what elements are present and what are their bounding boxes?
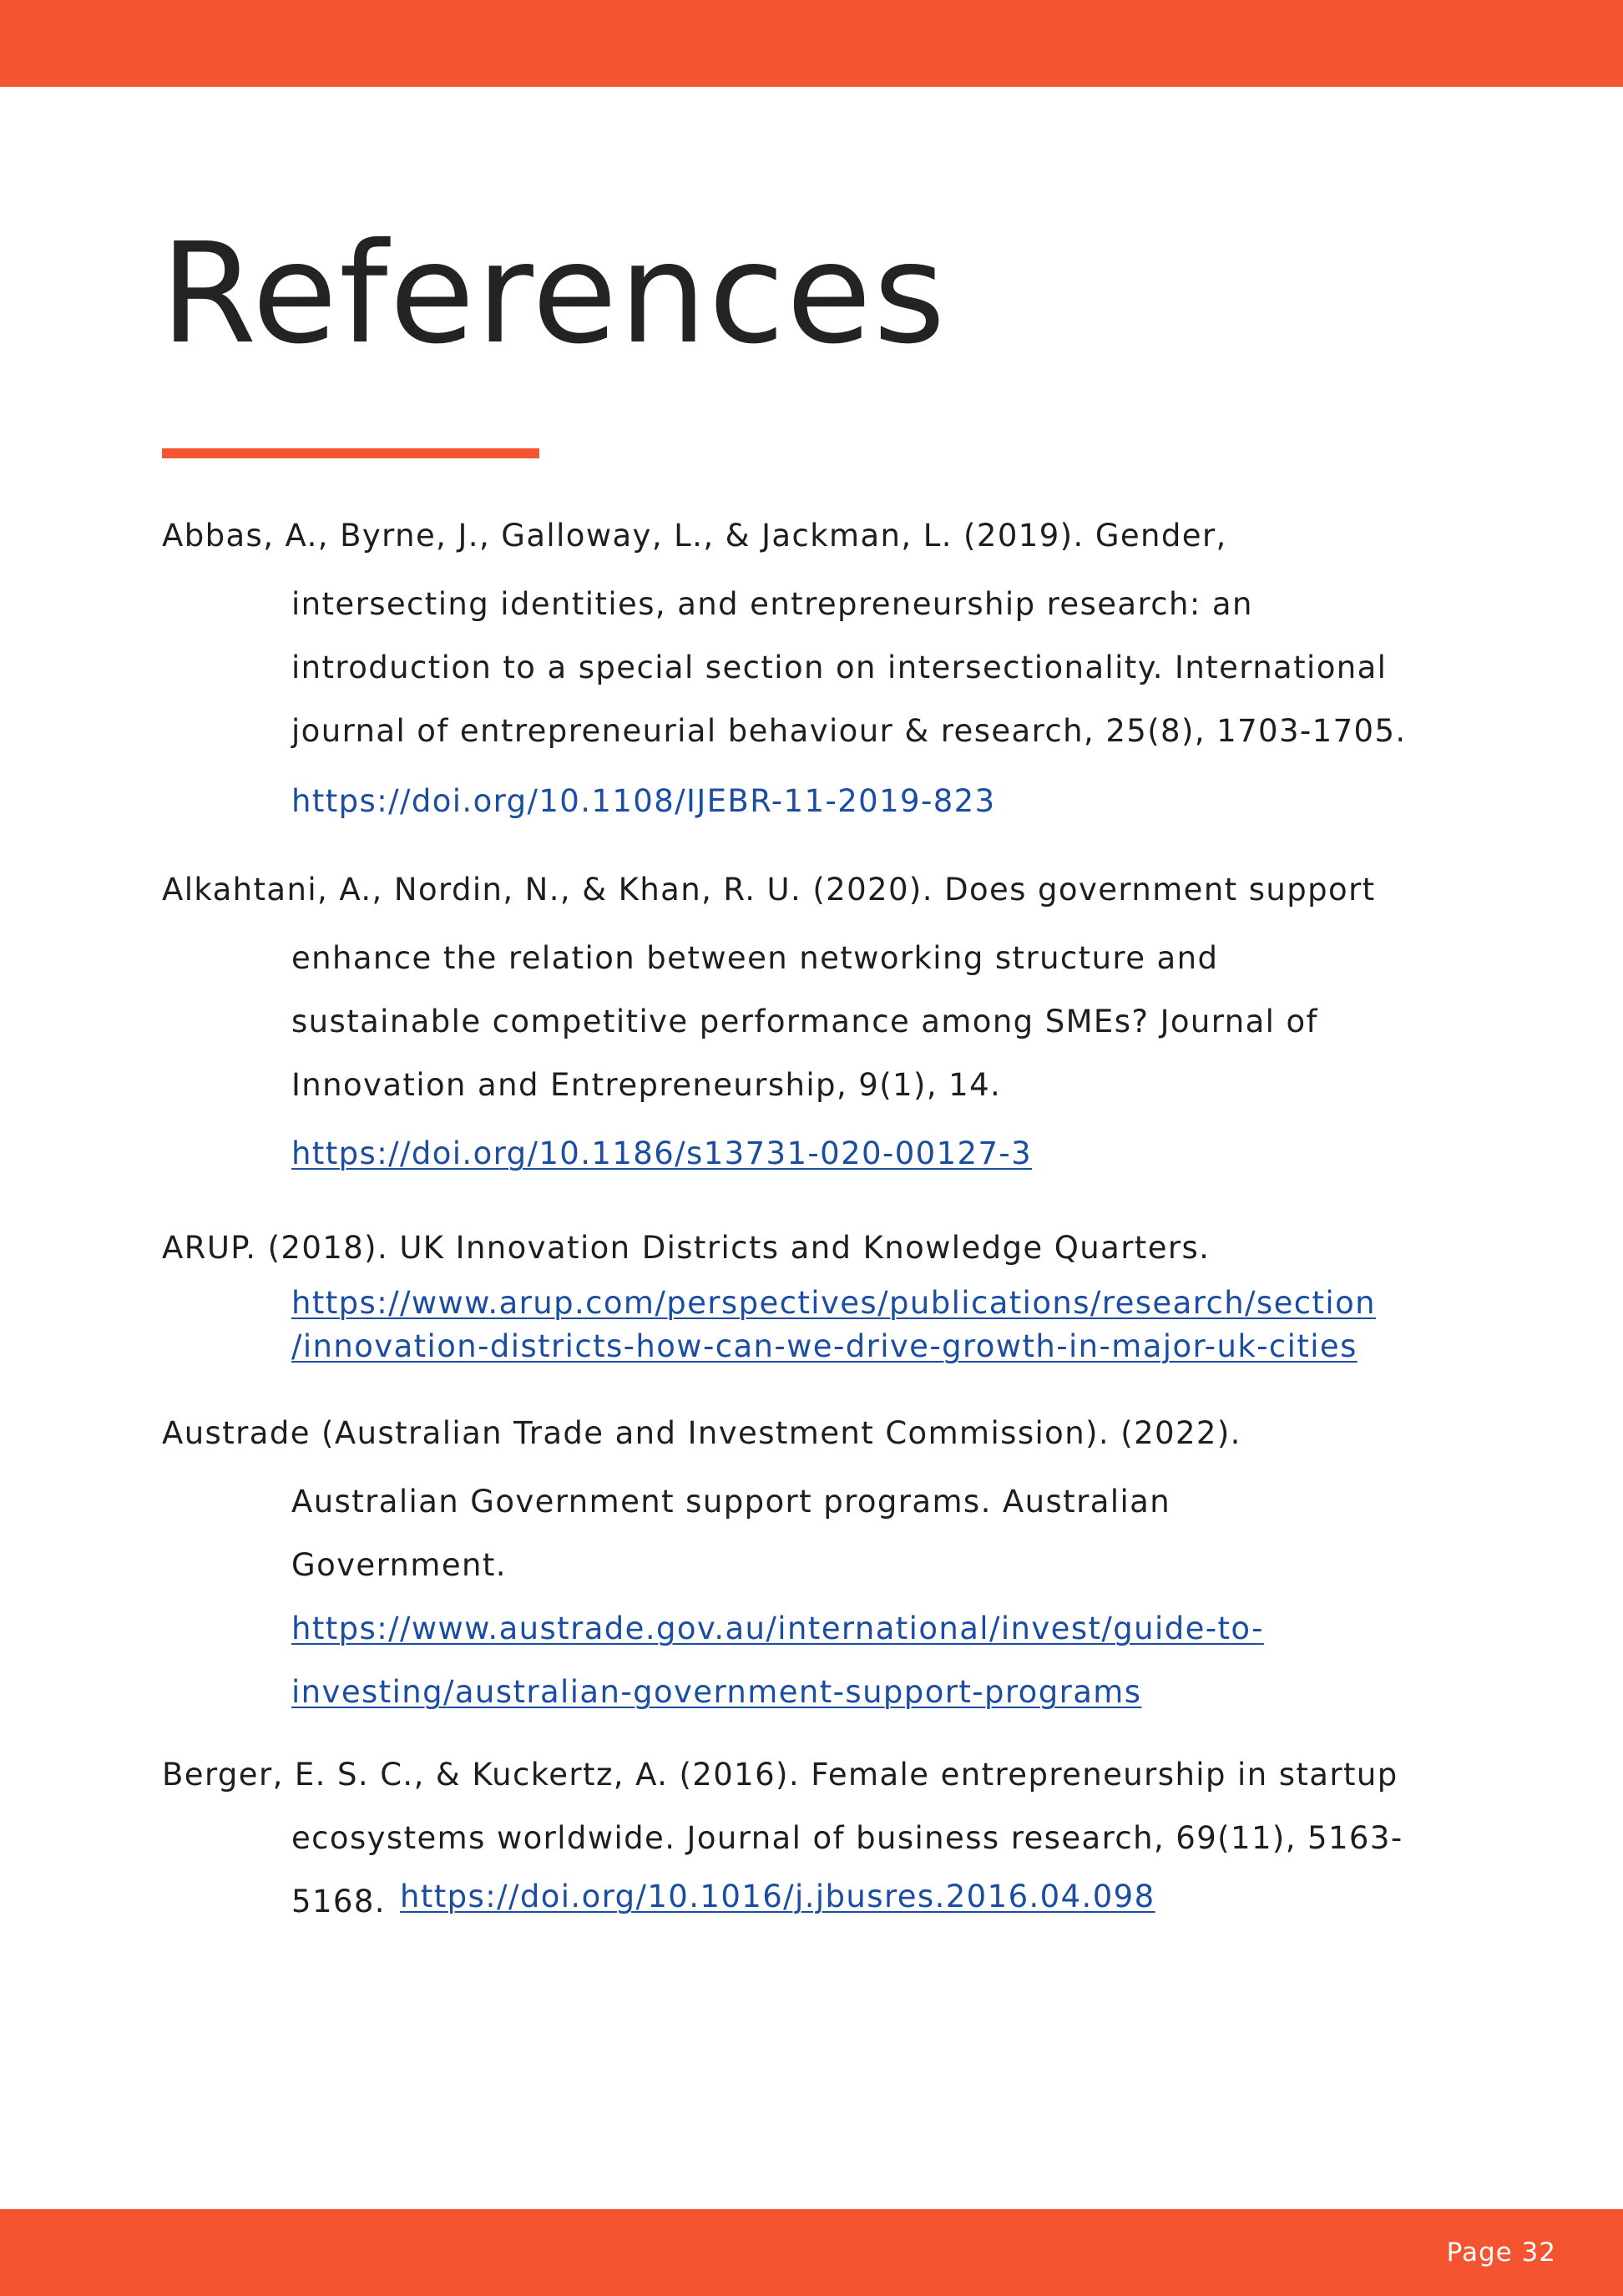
reference-text-line: 5168. bbox=[291, 1884, 386, 1919]
reference-text-line: ARUP. (2018). UK Innovation Districts and Knowledge Quarters. bbox=[162, 1230, 1211, 1266]
reference-text-line: introduction to a special section on intersectionality. International bbox=[291, 650, 1388, 685]
header-band bbox=[0, 0, 1623, 87]
reference-text-line: Innovation and Entrepreneurship, 9(1), 14. bbox=[291, 1067, 1002, 1103]
reference-text-line: ecosystems worldwide. Journal of business research, 69(11), 5163- bbox=[291, 1820, 1403, 1856]
reference-url-link[interactable]: /innovation-districts-how-can-we-drive-growth-in-major-uk-cities bbox=[291, 1328, 1358, 1364]
reference-text-line: Berger, E. S. C., & Kuckertz, A. (2016). Female entrepreneurship in startup bbox=[162, 1757, 1398, 1793]
reference-text-line: Austrade (Australian Trade and Investment Commission). (2022). bbox=[162, 1415, 1241, 1451]
title-underline bbox=[162, 448, 539, 458]
reference-text-line: sustainable competitive performance among SMEs? Journal of bbox=[291, 1004, 1318, 1039]
reference-text-line: Australian Government support programs. Australian bbox=[291, 1484, 1171, 1520]
reference-text-line: Alkahtani, A., Nordin, N., & Khan, R. U. (2020). Does government support bbox=[162, 872, 1376, 908]
reference-text-line: intersecting identities, and entrepreneurship research: an bbox=[291, 586, 1253, 622]
page-number: Page 32 bbox=[1446, 2238, 1556, 2268]
reference-doi-link[interactable]: https://doi.org/10.1016/j.jbusres.2016.04.098 bbox=[400, 1879, 1155, 1914]
reference-doi-link[interactable]: https://doi.org/10.1108/IJEBR-11-2019-823 bbox=[291, 783, 996, 819]
reference-text-line: Government. bbox=[291, 1547, 507, 1583]
reference-text-line: enhance the relation between networking structure and bbox=[291, 940, 1219, 976]
page-title: References bbox=[160, 214, 948, 375]
reference-url-link[interactable]: investing/australian-government-support-programs bbox=[291, 1674, 1142, 1710]
reference-doi-link[interactable]: https://doi.org/10.1186/s13731-020-00127-3 bbox=[291, 1135, 1033, 1171]
reference-url-link[interactable]: https://www.austrade.gov.au/international/invest/guide-to- bbox=[291, 1611, 1264, 1646]
reference-text-line: journal of entrepreneurial behaviour & research, 25(8), 1703-1705. bbox=[291, 713, 1407, 749]
reference-text-line: Abbas, A., Byrne, J., Galloway, L., & Jackman, L. (2019). Gender, bbox=[162, 518, 1227, 554]
reference-url-link[interactable]: https://www.arup.com/perspectives/publications/research/section bbox=[291, 1285, 1376, 1321]
footer-band bbox=[0, 2209, 1623, 2296]
